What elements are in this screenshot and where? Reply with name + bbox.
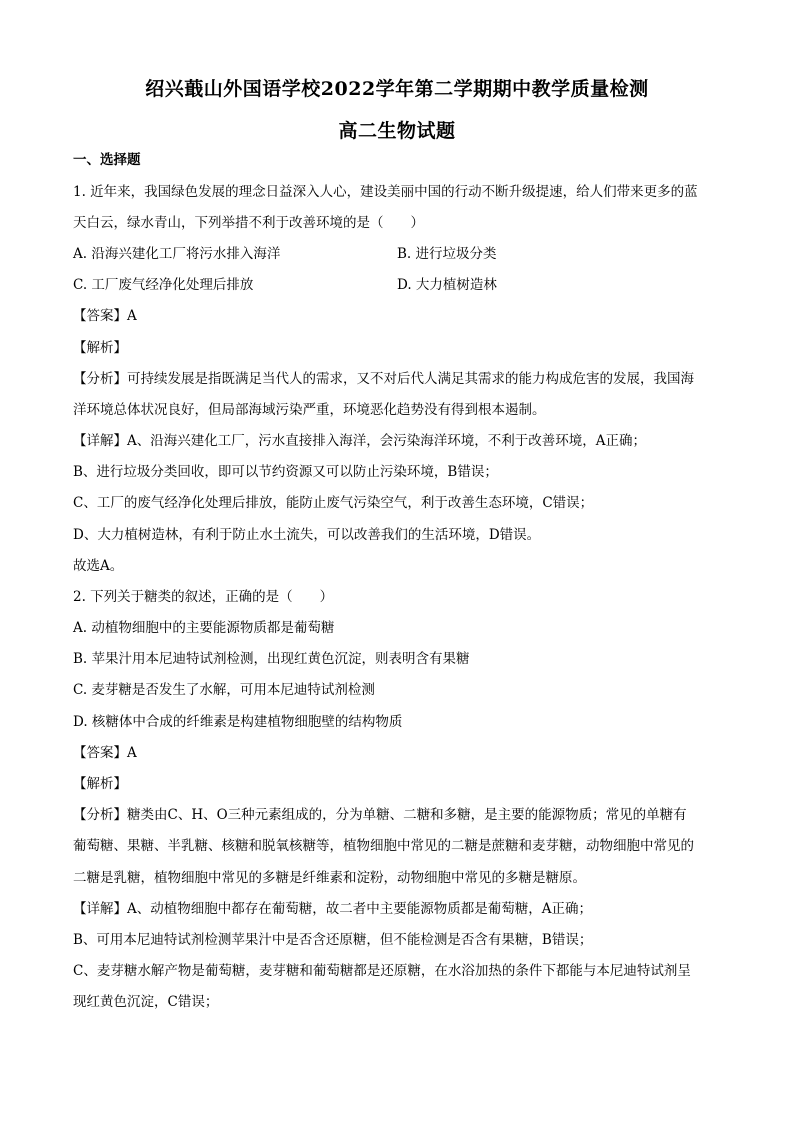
q2-option-d: D. 核糖体中合成的纤维素是构建植物细胞壁的结构物质 xyxy=(73,714,403,730)
q1-analysis-label: 【解析】 xyxy=(73,340,127,356)
q2-detail-c-line1: C、麦芽糖水解产物是葡萄糖，麦芽糖和葡萄糖都是还原糖，在水浴加热的条件下都能与本尼迪特试剂呈 xyxy=(73,963,691,979)
q1-option-d: D. 大力植树造林 xyxy=(397,277,497,293)
q1-option-c: C. 工厂废气经净化处理后排放 xyxy=(73,277,254,293)
q1-option-a: A. 沿海兴建化工厂将污水排入海洋 xyxy=(73,246,281,262)
q2-fenxi-line1: 【分析】糖类由C、H、O三种元素组成的，分为单糖、二糖和多糖，是主要的能源物质；常见的单糖有 xyxy=(73,807,687,823)
q2-fenxi-line3: 二糖是乳糖，植物细胞中常见的多糖是纤维素和淀粉，动物细胞中常见的多糖是糖原。 xyxy=(73,870,586,886)
q1-stem-line2: 天白云，绿水青山，下列举措不利于改善环境的是（ ） xyxy=(73,215,424,231)
q1-conclusion: 故选A。 xyxy=(73,558,124,574)
q2-option-c: C. 麦芽糖是否发生了水解，可用本尼迪特试剂检测 xyxy=(73,682,375,698)
q2-detail-b: B、可用本尼迪特试剂检测苹果汁中是否含还原糖，但不能检测是否含有果糖，B错误； xyxy=(73,932,593,948)
q2-detail-a: 【详解】A、动植物细胞中都存在葡萄糖，故二者中主要能源物质都是葡萄糖，A正确； xyxy=(73,901,592,917)
document-title: 绍兴蕺山外国语学校2022学年第二学期期中教学质量检测 xyxy=(145,78,649,100)
q1-detail-d: D、大力植树造林，有利于防止水土流失，可以改善我们的生活环境，D错误。 xyxy=(73,527,541,543)
q1-stem-line1: 1. 近年来，我国绿色发展的理念日益深入人心，建设美丽中国的行动不断升级提速，给人们带来更多的蓝 xyxy=(73,184,698,200)
q2-fenxi-line2: 葡萄糖、果糖、半乳糖、核糖和脱氧核糖等，植物细胞中常见的二糖是蔗糖和麦芽糖，动物细胞中常见的 xyxy=(73,838,694,854)
q1-detail-b: B、进行垃圾分类回收，即可以节约资源又可以防止污染环境，B错误； xyxy=(73,464,498,480)
q2-option-a: A. 动植物细胞中的主要能源物质都是葡萄糖 xyxy=(73,620,335,636)
document-subtitle: 高二生物试题 xyxy=(338,120,456,142)
q2-analysis-label: 【解析】 xyxy=(73,776,127,792)
q1-detail-c: C、工厂的废气经净化处理后排放，能防止废气污染空气，利于改善生态环境，C错误； xyxy=(73,495,594,511)
q1-option-b: B. 进行垃圾分类 xyxy=(397,246,497,262)
q1-detail-a: 【详解】A、沿海兴建化工厂，污水直接排入海洋，会污染海洋环境，不利于改善环境，A正确； xyxy=(73,433,646,449)
q2-answer: 【答案】A xyxy=(73,745,137,761)
q2-stem: 2. 下列关于糖类的叙述，正确的是（ ） xyxy=(73,589,334,605)
q2-option-b: B. 苹果汁用本尼迪特试剂检测，出现红黄色沉淀，则表明含有果糖 xyxy=(73,651,470,667)
q1-fenxi-line2: 洋环境总体状况良好，但局部海域污染严重，环境恶化趋势没有得到根本遏制。 xyxy=(73,402,546,418)
q2-detail-c-line2: 现红黄色沉淀，C错误； xyxy=(73,994,219,1010)
q1-fenxi-line1: 【分析】可持续发展是指既满足当代人的需求，又不对后代人满足其需求的能力构成危害的发展，我国海 xyxy=(73,371,694,387)
q1-answer: 【答案】A xyxy=(73,308,137,324)
section-heading: 一、选择题 xyxy=(73,152,141,168)
